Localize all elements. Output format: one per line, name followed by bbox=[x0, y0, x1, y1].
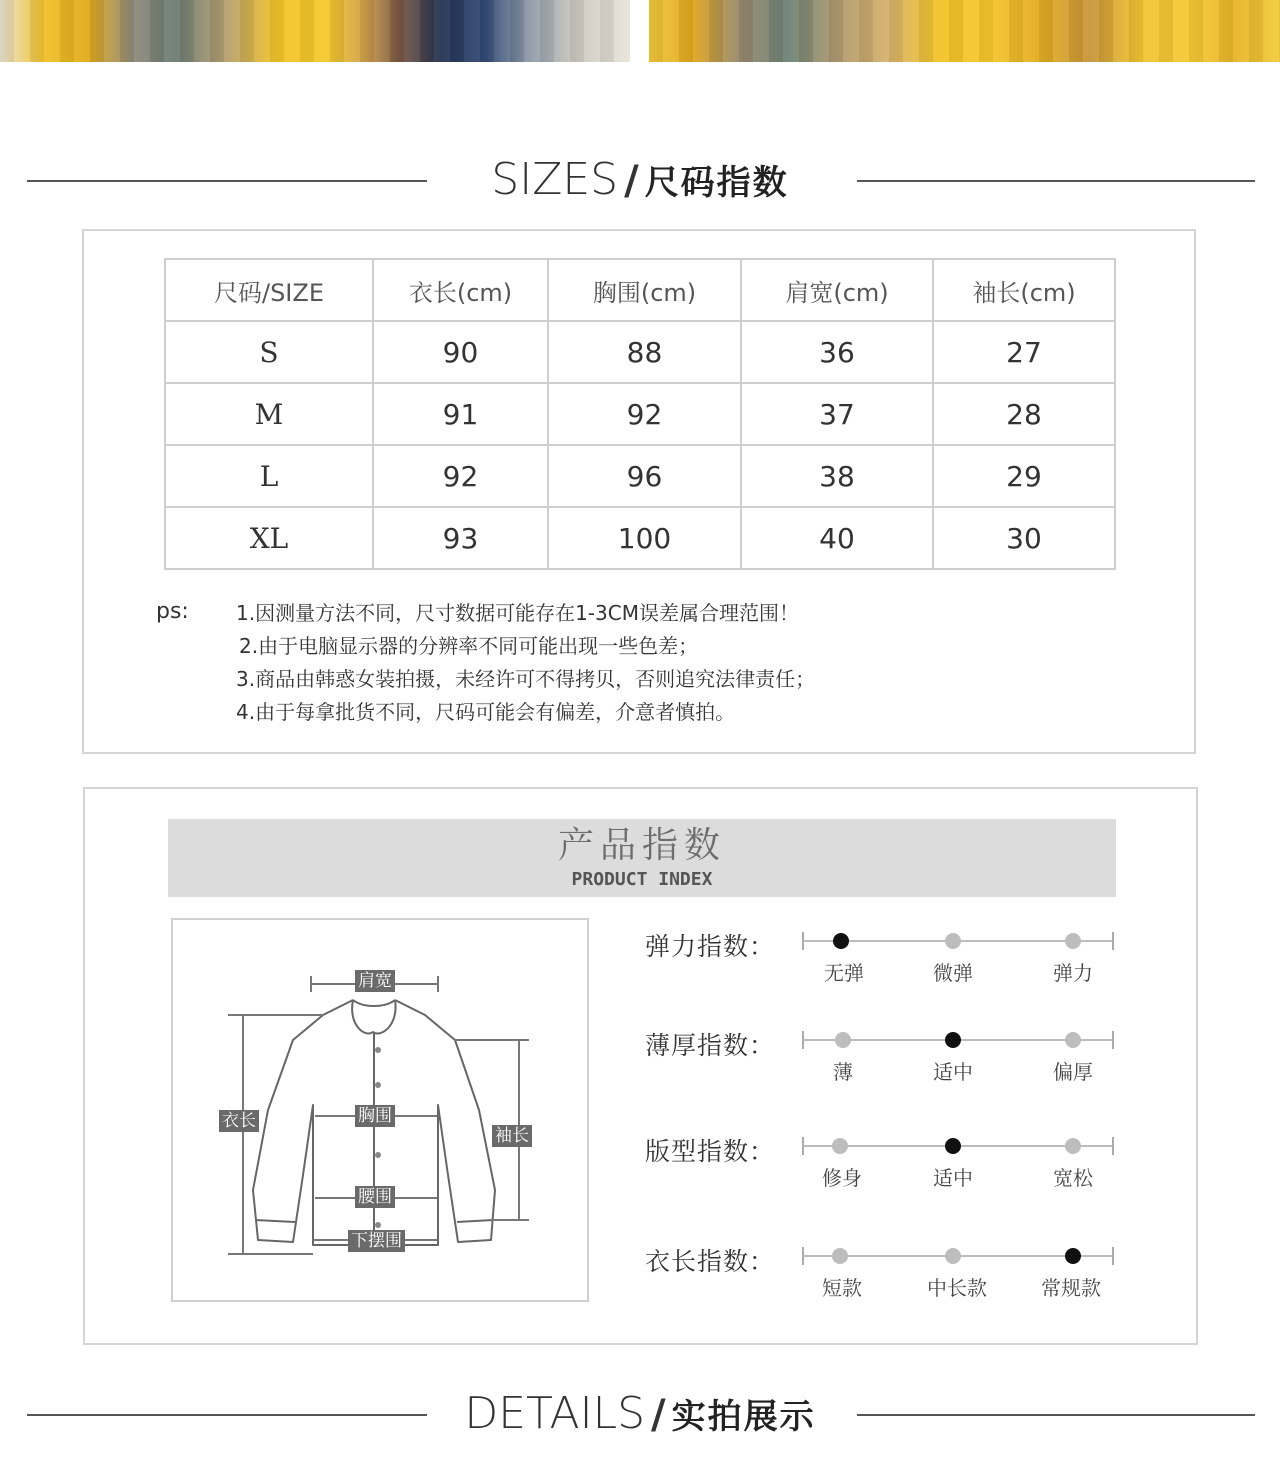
table-cell: 93 bbox=[373, 507, 548, 569]
table-row bbox=[165, 507, 1115, 569]
size-label: XL bbox=[165, 507, 373, 569]
details-heading-slash: / bbox=[651, 1392, 666, 1438]
size-label: M bbox=[165, 383, 373, 445]
label-length: 衣长 bbox=[219, 1110, 259, 1132]
table-cell: 38 bbox=[741, 445, 933, 507]
size-table bbox=[164, 258, 1116, 570]
notes-list bbox=[236, 597, 815, 729]
table-cell: 29 bbox=[933, 445, 1115, 507]
sizes-heading-cn: 尺码指数 bbox=[644, 163, 789, 203]
index-row-length bbox=[645, 1242, 1145, 1312]
table-cell: 92 bbox=[373, 445, 548, 507]
table-cell: 40 bbox=[741, 507, 933, 569]
note-line: 1.因测量方法不同，尺寸数据可能存在1-3CM误差属合理范围！ bbox=[236, 601, 799, 625]
sizes-heading bbox=[0, 150, 1280, 210]
index-option: 无弹 bbox=[824, 961, 864, 985]
table-row bbox=[165, 321, 1115, 383]
index-dot bbox=[1065, 1032, 1081, 1048]
index-row-thickness bbox=[645, 1026, 1145, 1096]
index-option: 适中 bbox=[933, 1060, 973, 1084]
table-cell: 37 bbox=[741, 383, 933, 445]
index-option: 弹力 bbox=[1053, 961, 1093, 985]
size-table-header-row bbox=[165, 259, 1115, 321]
note-line: 2.由于电脑显示器的分辨率不同可能出现一些色差； bbox=[239, 634, 699, 658]
size-table-header: 胸围(cm) bbox=[548, 259, 741, 321]
index-option: 中长款 bbox=[927, 1276, 987, 1300]
size-label: L bbox=[165, 445, 373, 507]
product-index-banner bbox=[168, 819, 1116, 897]
sizes-heading-en: SIZES bbox=[491, 154, 619, 205]
index-dot bbox=[945, 1138, 961, 1154]
table-cell: 91 bbox=[373, 383, 548, 445]
size-table-header: 袖长(cm) bbox=[933, 259, 1115, 321]
label-hem: 下摆围 bbox=[348, 1230, 405, 1252]
table-cell: 92 bbox=[548, 383, 741, 445]
index-option: 微弹 bbox=[933, 961, 973, 985]
table-cell: 96 bbox=[548, 445, 741, 507]
index-dot bbox=[945, 1248, 961, 1264]
note-line: 4.由于每拿批货不同，尺码可能会有偏差，介意者慎拍。 bbox=[236, 700, 736, 724]
product-photo-left bbox=[0, 0, 630, 62]
product-photo-right bbox=[649, 0, 1280, 62]
index-dot bbox=[1065, 1138, 1081, 1154]
index-label: 衣长指数： bbox=[645, 1247, 776, 1276]
measurement-diagram bbox=[171, 918, 589, 1302]
label-shoulder: 肩宽 bbox=[355, 970, 395, 992]
table-cell: 30 bbox=[933, 507, 1115, 569]
index-dot bbox=[832, 1248, 848, 1264]
product-index-subtitle: PRODUCT INDEX bbox=[571, 869, 713, 890]
table-cell: 100 bbox=[548, 507, 741, 569]
index-label: 版型指数： bbox=[645, 1137, 776, 1166]
sizes-heading-slash: / bbox=[624, 158, 639, 204]
size-table-header: 肩宽(cm) bbox=[741, 259, 933, 321]
index-option: 适中 bbox=[933, 1166, 973, 1190]
index-option: 宽松 bbox=[1053, 1166, 1093, 1190]
table-cell: 27 bbox=[933, 321, 1115, 383]
notes-label: ps: bbox=[156, 599, 189, 624]
index-dot bbox=[945, 933, 961, 949]
label-chest: 胸围 bbox=[355, 1105, 395, 1127]
index-row-fit bbox=[645, 1132, 1145, 1202]
table-cell: 90 bbox=[373, 321, 548, 383]
index-option: 常规款 bbox=[1041, 1276, 1101, 1300]
index-option: 修身 bbox=[822, 1166, 862, 1190]
details-heading-cn: 实拍展示 bbox=[671, 1397, 816, 1437]
label-sleeve: 袖长 bbox=[492, 1125, 532, 1147]
note-line: 3.商品由韩惑女装拍摄，未经许可不得拷贝，否则追究法律责任； bbox=[236, 667, 816, 691]
index-dot bbox=[945, 1032, 961, 1048]
index-dot bbox=[1065, 933, 1081, 949]
size-chart-panel bbox=[82, 229, 1196, 754]
details-heading bbox=[0, 1384, 1280, 1444]
label-waist: 腰围 bbox=[355, 1186, 395, 1208]
size-table-header: 尺码/SIZE bbox=[165, 259, 373, 321]
index-row-elasticity bbox=[645, 927, 1145, 997]
size-label: S bbox=[165, 321, 373, 383]
index-option: 短款 bbox=[822, 1276, 862, 1300]
index-dot bbox=[835, 1032, 851, 1048]
details-heading-en: DETAILS bbox=[464, 1388, 646, 1439]
index-dot bbox=[1065, 1248, 1081, 1264]
index-dot bbox=[832, 1138, 848, 1154]
table-cell: 88 bbox=[548, 321, 741, 383]
index-label: 弹力指数： bbox=[645, 932, 776, 961]
index-label: 薄厚指数： bbox=[645, 1031, 776, 1060]
product-index-title: 产品指数 bbox=[557, 825, 726, 866]
table-cell: 28 bbox=[933, 383, 1115, 445]
index-dot bbox=[833, 933, 849, 949]
product-index-panel bbox=[83, 787, 1198, 1345]
index-option: 薄 bbox=[833, 1060, 853, 1084]
size-table-header: 衣长(cm) bbox=[373, 259, 548, 321]
table-row bbox=[165, 383, 1115, 445]
table-row bbox=[165, 445, 1115, 507]
table-cell: 36 bbox=[741, 321, 933, 383]
index-option: 偏厚 bbox=[1053, 1060, 1093, 1084]
